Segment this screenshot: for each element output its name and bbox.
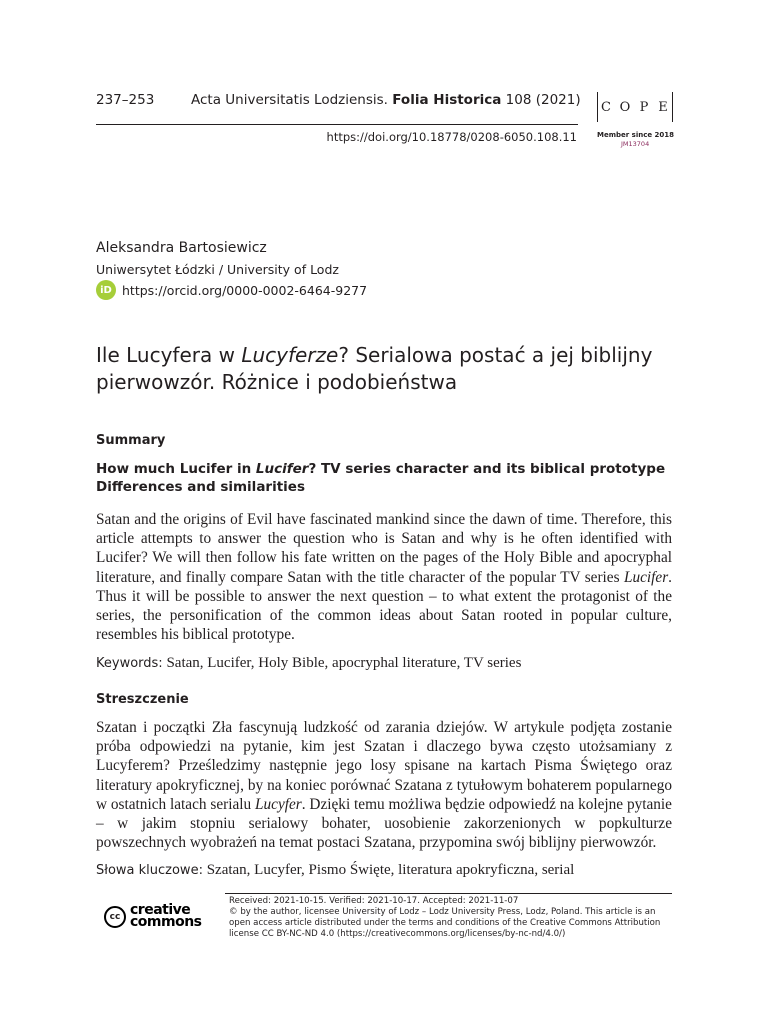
keywords-line — [96, 655, 521, 672]
slowa-kluczowe-line — [96, 862, 574, 879]
english-title-italic: Lucifer — [255, 461, 309, 477]
creative-commons-logo — [104, 904, 216, 932]
footer-dates: Received: 2021-10-15. Verified: 2021-10-17. Accepted: 2021-11-07 — [229, 896, 519, 906]
english-title-text: How much Lucifer in — [96, 461, 256, 477]
orcid-row — [96, 280, 367, 300]
summary-text-rest: . Thus it will be possible to answer the next question – to what extent the protagonist of the series, the personification of the common ideas about Satan rooted in popular culture, resembles his biblical prototype. — [96, 568, 672, 644]
title-text-rest: ? Serialowa postać a jej biblijny pierwowzór. Różnice i podobieństwa — [96, 343, 653, 394]
cc-icon: cc — [104, 906, 126, 928]
streszczenie-text: Szatan i początki Zła fascynują ludzkość od zarania dziejów. W artykule podjęta zostanie próba odpowiedzi na pytanie, kim jest Szatan i dlaczego bywa często utożsamiany z Lucyferem? Prześledzimy następnie jego losy spisane na kartach Pisma Świętego oraz literatury apokryficznej, by na koniec porównać Szatana z tytułowym bohaterem popularnego w ostatnich latach serialu — [96, 719, 672, 813]
author-affiliation: Uniwersytet Łódzki / University of Lodz — [96, 262, 339, 277]
footer-text — [229, 896, 674, 940]
journal-name: Acta Universitatis Lodziensis. — [191, 92, 393, 108]
cope-member-id: JM13704 — [621, 140, 650, 148]
cope-letter: C — [601, 99, 612, 115]
summary-heading: Summary — [96, 433, 166, 448]
author-name: Aleksandra Bartosiewicz — [96, 240, 267, 256]
streszczenie-italic: Lucyfer — [255, 795, 302, 813]
slowa-kluczowe-label: Słowa kluczowe: — [96, 863, 203, 878]
streszczenie-text-rest: . Dzięki temu możliwa będzie odpowiedź na kolejne pytanie – w jakim stopniu serialowy bohater, uosobienie zakorzenionych w popkulturze powszechnych wyobrażeń na temat postaci Szatana, przypomina swój biblijny pierwowzór. — [96, 795, 672, 852]
article-title — [96, 342, 686, 396]
keywords-label: Keywords: — [96, 656, 163, 671]
streszczenie-paragraph — [96, 718, 672, 852]
page-range: 237–253 — [96, 92, 155, 108]
footer-rule — [225, 893, 672, 894]
orcid-icon: iD — [96, 280, 116, 300]
english-title — [96, 460, 686, 496]
summary-paragraph — [96, 510, 672, 644]
streszczenie-heading: Streszczenie — [96, 692, 189, 707]
title-text: Ile Lucyfera w — [96, 343, 242, 367]
cope-letter: O — [619, 99, 632, 115]
title-italic: Lucyferze — [241, 343, 339, 367]
cope-letter: P — [639, 99, 650, 115]
journal-series: Folia Historica — [392, 92, 502, 108]
footer-license: © by the author, licensee University of Lodz – Lodz University Press, Lodz, Poland. This article is an open access article distributed under the terms and conditions of the Creative Commons Attribution license CC BY-NC-ND 4.0 (https://creativecommons.org/licenses/by-nc-nd/4.0/) — [229, 907, 661, 939]
english-title-rest: ? TV series character and its biblical prototype — [308, 461, 666, 477]
cope-member-since: Member since 2018 — [597, 131, 675, 139]
running-header — [96, 92, 581, 108]
orcid-link[interactable]: https://orcid.org/0000-0002-6464-9277 — [122, 282, 368, 298]
keywords-list: Satan, Lucifer, Holy Bible, apocryphal literature, TV series — [162, 655, 522, 671]
summary-text: Satan and the origins of Evil have fascinated mankind since the dawn of time. Therefore, this article attempts to answer the question who is Satan and why is he often identified with Lucifer? We will then follow his fate written on the pages of the Holy Bible and apocryphal literature, and finally compare Satan with the title character of the popular TV series — [96, 511, 672, 586]
header-rule — [96, 124, 578, 125]
doi-link[interactable]: https://doi.org/10.18778/0208-6050.108.11 — [326, 130, 577, 144]
journal-volume: 108 (2021) — [501, 92, 581, 108]
cc-word-creative: creative — [130, 902, 191, 918]
cope-logo — [597, 90, 673, 146]
summary-italic: Lucifer — [623, 568, 669, 586]
cope-letters — [597, 94, 673, 120]
slowa-kluczowe-list: Szatan, Lucyfer, Pismo Święte, literatura apokryficzna, serial — [202, 862, 575, 878]
cc-word-commons: commons — [130, 914, 202, 930]
english-subtitle: Differences and similarities — [96, 479, 305, 495]
cope-letter: E — [658, 99, 669, 115]
